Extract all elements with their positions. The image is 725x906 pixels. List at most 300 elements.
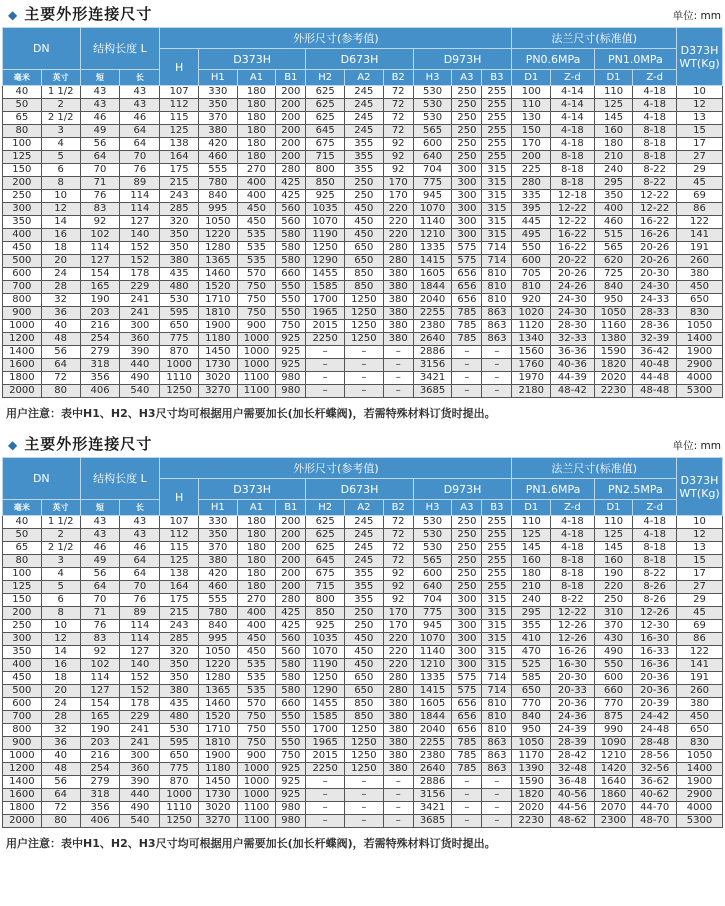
table-cell: 1100: [237, 815, 276, 828]
table-row: [3, 737, 723, 750]
table-cell: 1050: [198, 646, 237, 659]
table-cell: 255: [482, 112, 512, 125]
table-cell: 380: [383, 698, 413, 711]
table-cell: 704: [413, 164, 452, 177]
table-cell: 1070: [413, 203, 452, 216]
table-cell: 279: [80, 346, 120, 359]
table-cell: 925: [306, 190, 345, 203]
table-cell: –: [383, 372, 413, 385]
table-cell: 1460: [198, 698, 237, 711]
table-cell: 5300: [677, 815, 723, 828]
table-cell: 180: [237, 581, 276, 594]
table-cell: 56: [41, 346, 80, 359]
table-cell: 24-30: [633, 281, 677, 294]
table-cell: 840: [198, 190, 237, 203]
table-cell: 380: [383, 737, 413, 750]
table-cell: 250: [345, 177, 384, 190]
table-cell: 1455: [306, 698, 345, 711]
table-cell: 200: [276, 138, 306, 151]
table-cell: 86: [677, 203, 723, 216]
table-cell: –: [345, 385, 384, 398]
table-cell: 830: [677, 307, 723, 320]
table-cell: 32-56: [633, 763, 677, 776]
table-cell: 46: [80, 112, 120, 125]
col-b1: B1: [276, 70, 306, 86]
table-cell: 280: [383, 685, 413, 698]
col-b2: B2: [383, 500, 413, 516]
table-cell: 430: [594, 633, 633, 646]
col-inch: 英寸: [41, 70, 80, 86]
table-cell: 1250: [345, 750, 384, 763]
table-cell: 335: [512, 190, 551, 203]
table-cell: 250: [3, 190, 42, 203]
table-cell: 36-62: [633, 776, 677, 789]
table-cell: 850: [306, 607, 345, 620]
table-cell: 320: [160, 646, 199, 659]
table-cell: 220: [383, 203, 413, 216]
table-cell: 390: [120, 776, 160, 789]
table-cell: 580: [276, 242, 306, 255]
col-group-d373h: D373H: [198, 49, 305, 70]
col-zd-pn16: Z-d: [551, 500, 595, 516]
table-cell: 16-22: [633, 216, 677, 229]
table-cell: 300: [3, 203, 42, 216]
table-cell: 640: [413, 151, 452, 164]
table-cell: –: [452, 346, 482, 359]
table-cell: 180: [237, 125, 276, 138]
table-cell: 575: [452, 242, 482, 255]
table-row: [3, 177, 723, 190]
table-cell: 4000: [677, 372, 723, 385]
table-cell: 114: [120, 203, 160, 216]
table-cell: 28-56: [633, 750, 677, 763]
table-cell: 215: [160, 607, 199, 620]
table-cell: 406: [80, 815, 120, 828]
table-cell: 260: [677, 255, 723, 268]
table-cell: 4-18: [633, 529, 677, 542]
table-cell: 380: [383, 763, 413, 776]
table-cell: 170: [383, 620, 413, 633]
table-cell: 220: [383, 633, 413, 646]
table-cell: 279: [80, 776, 120, 789]
table-cell: 8-18: [551, 177, 595, 190]
table-cell: 12-30: [633, 620, 677, 633]
table-cell: 425: [276, 620, 306, 633]
col-zd-pn06: Z-d: [551, 70, 595, 86]
col-h1: H1: [198, 500, 237, 516]
table-row: [3, 229, 723, 242]
table-cell: 20: [41, 255, 80, 268]
table-cell: 450: [345, 203, 384, 216]
table-cell: 400: [594, 203, 633, 216]
table-cell: 700: [3, 711, 42, 724]
table-cell: 24-30: [551, 294, 595, 307]
table-cell: 380: [677, 698, 723, 711]
table-row: [3, 789, 723, 802]
table-cell: 255: [482, 581, 512, 594]
table-cell: 64: [41, 789, 80, 802]
table-cell: 595: [160, 307, 199, 320]
table-cell: 300: [452, 190, 482, 203]
table-cell: 44-39: [551, 372, 595, 385]
table-cell: 1400: [3, 346, 42, 359]
table-cell: 1250: [345, 307, 384, 320]
table-cell: 12-26: [551, 633, 595, 646]
table-cell: –: [306, 815, 345, 828]
table-cell: 300: [452, 594, 482, 607]
col-b1: B1: [276, 500, 306, 516]
table-cell: 43: [120, 86, 160, 99]
table-cell: 580: [276, 685, 306, 698]
table-row: [3, 268, 723, 281]
table-cell: 1640: [594, 776, 633, 789]
table-cell: 28-48: [633, 737, 677, 750]
table-cell: 245: [345, 529, 384, 542]
table-row: [3, 815, 723, 828]
table-cell: 1035: [306, 203, 345, 216]
table-cell: 550: [276, 737, 306, 750]
table-cell: 40-36: [551, 359, 595, 372]
table-cell: 122: [677, 216, 723, 229]
table-cell: 1290: [306, 685, 345, 698]
table-cell: 530: [160, 724, 199, 737]
table-cell: 1844: [413, 711, 452, 724]
table-cell: 2230: [594, 385, 633, 398]
table-cell: 625: [306, 529, 345, 542]
table-cell: 2255: [413, 307, 452, 320]
table-cell: 1460: [198, 268, 237, 281]
table-cell: 1250: [345, 724, 384, 737]
table-cell: 220: [383, 216, 413, 229]
col-group-d673h: D673H: [306, 49, 413, 70]
table-cell: 12-22: [633, 203, 677, 216]
table-cell: 36: [41, 307, 80, 320]
table-cell: 229: [120, 281, 160, 294]
table-cell: 49: [80, 555, 120, 568]
table-cell: 200: [276, 581, 306, 594]
table-cell: 114: [120, 633, 160, 646]
table-cell: 900: [3, 307, 42, 320]
table-cell: 92: [383, 138, 413, 151]
table-cell: 4-14: [551, 86, 595, 99]
table-cell: 900: [237, 750, 276, 763]
table-cell: 40: [41, 320, 80, 333]
table-cell: 1280: [198, 672, 237, 685]
table-cell: 870: [160, 776, 199, 789]
table-cell: 1585: [306, 281, 345, 294]
table-cell: 152: [120, 685, 160, 698]
table-cell: 107: [160, 516, 199, 529]
table-cell: 4-18: [633, 86, 677, 99]
table-row: [3, 594, 723, 607]
table-cell: 3020: [198, 802, 237, 815]
table-cell: 380: [383, 750, 413, 763]
table-cell: 180: [237, 112, 276, 125]
col-a2: A2: [345, 500, 384, 516]
table-cell: 80: [3, 555, 42, 568]
table-cell: 92: [383, 568, 413, 581]
table-cell: 46: [120, 542, 160, 555]
table-cell: 180: [512, 568, 551, 581]
table-cell: 145: [594, 112, 633, 125]
table-cell: 1210: [413, 659, 452, 672]
table-cell: 1365: [198, 685, 237, 698]
table-cell: 395: [512, 203, 551, 216]
table-cell: 1820: [594, 359, 633, 372]
table-row: [3, 320, 723, 333]
table-cell: 775: [413, 177, 452, 190]
table-cell: 656: [452, 724, 482, 737]
table-cell: 1700: [306, 724, 345, 737]
table-cell: 656: [452, 281, 482, 294]
table-cell: 280: [512, 177, 551, 190]
table-cell: 2255: [413, 737, 452, 750]
table-cell: 380: [383, 294, 413, 307]
table-cell: 44-56: [551, 802, 595, 815]
table-row: [3, 672, 723, 685]
table-cell: 140: [120, 659, 160, 672]
table-row: [3, 164, 723, 177]
table-cell: 560: [276, 633, 306, 646]
table-cell: 102: [80, 229, 120, 242]
table-cell: 550: [276, 711, 306, 724]
table-cell: 110: [594, 86, 633, 99]
table-cell: 32: [41, 724, 80, 737]
table-cell: 250: [452, 112, 482, 125]
table-cell: 4-18: [551, 542, 595, 555]
col-h: H: [160, 49, 199, 86]
table-cell: 300: [452, 229, 482, 242]
table-cell: 3020: [198, 372, 237, 385]
table-cell: 1335: [413, 672, 452, 685]
table-cell: 280: [383, 255, 413, 268]
table-cell: 600: [3, 698, 42, 711]
table-cell: 4000: [677, 802, 723, 815]
table-cell: 850: [345, 711, 384, 724]
table-cell: 1280: [198, 242, 237, 255]
table-cell: 770: [594, 698, 633, 711]
table-cell: 28: [41, 711, 80, 724]
table-cell: 250: [594, 594, 633, 607]
table-cell: 86: [677, 633, 723, 646]
table-cell: 8-18: [551, 581, 595, 594]
table-cell: 1710: [198, 294, 237, 307]
table-cell: 850: [345, 698, 384, 711]
table-cell: 775: [413, 607, 452, 620]
table-cell: 656: [452, 294, 482, 307]
col-h: H: [160, 479, 199, 516]
col-group-d973h: D973H: [413, 49, 512, 70]
table-cell: 16-30: [633, 633, 677, 646]
table-cell: 295: [594, 177, 633, 190]
table-cell: 380: [383, 711, 413, 724]
table-cell: 260: [677, 685, 723, 698]
table-cell: 40-56: [551, 789, 595, 802]
table-cell: 76: [80, 620, 120, 633]
col-h3: H3: [413, 500, 452, 516]
diamond-bullet-icon: ◆: [8, 438, 18, 452]
table-cell: 3: [41, 125, 80, 138]
table-cell: 480: [160, 281, 199, 294]
table-cell: 650: [345, 685, 384, 698]
table-cell: 5: [41, 581, 80, 594]
table-cell: 8-18: [633, 542, 677, 555]
table-cell: 810: [482, 724, 512, 737]
table-cell: –: [383, 359, 413, 372]
table-cell: –: [345, 346, 384, 359]
table-cell: 27: [677, 581, 723, 594]
table-cell: 1730: [198, 359, 237, 372]
table-cell: 72: [41, 802, 80, 815]
table-cell: 980: [276, 815, 306, 828]
table-cell: –: [345, 815, 384, 828]
table-cell: 180: [237, 138, 276, 151]
table-cell: 785: [452, 333, 482, 346]
table-cell: 45: [677, 607, 723, 620]
table-cell: 14: [41, 216, 80, 229]
table-cell: 241: [120, 294, 160, 307]
col-short: 短: [80, 70, 120, 86]
dimension-table-pn16-pn25: [2, 457, 723, 828]
table-cell: 150: [3, 594, 42, 607]
section-1-title-row: [2, 5, 723, 27]
col-d1-pn10: D1: [594, 70, 633, 86]
table-cell: 580: [276, 229, 306, 242]
col-h2: H2: [306, 500, 345, 516]
table-cell: 565: [594, 242, 633, 255]
table-cell: 32-33: [551, 333, 595, 346]
table-cell: 24-39: [551, 724, 595, 737]
table-cell: 46: [120, 112, 160, 125]
table-cell: 64: [80, 151, 120, 164]
table-cell: 406: [80, 385, 120, 398]
table-cell: –: [482, 789, 512, 802]
table-cell: 2040: [413, 294, 452, 307]
table-row: [3, 333, 723, 346]
table-cell: 1900: [198, 750, 237, 763]
table-cell: 250: [345, 607, 384, 620]
table-cell: 12-22: [551, 203, 595, 216]
table-cell: 40-48: [633, 359, 677, 372]
table-cell: 1844: [413, 281, 452, 294]
table-cell: 600: [413, 568, 452, 581]
table-cell: 300: [120, 320, 160, 333]
col-d1-pn25: D1: [594, 500, 633, 516]
table-cell: 250: [345, 620, 384, 633]
table-cell: 580: [276, 672, 306, 685]
table-cell: 48: [41, 333, 80, 346]
table-cell: 1335: [413, 242, 452, 255]
table-cell: 840: [594, 281, 633, 294]
table-cell: 420: [198, 138, 237, 151]
table-cell: –: [383, 789, 413, 802]
table-row: [3, 125, 723, 138]
table-cell: 315: [482, 646, 512, 659]
table-cell: 170: [383, 607, 413, 620]
table-cell: 190: [80, 724, 120, 737]
table-cell: 656: [452, 698, 482, 711]
table-cell: 255: [482, 151, 512, 164]
table-cell: 360: [120, 333, 160, 346]
table-cell: 356: [80, 802, 120, 815]
table-cell: 64: [120, 125, 160, 138]
table-cell: 191: [677, 672, 723, 685]
table-cell: 5: [41, 151, 80, 164]
table-cell: 12-26: [633, 607, 677, 620]
table-cell: 2380: [413, 320, 452, 333]
table-cell: 180: [237, 529, 276, 542]
table-cell: 1200: [3, 333, 42, 346]
table-cell: 580: [276, 255, 306, 268]
table-cell: 370: [198, 112, 237, 125]
table-cell: 20-26: [633, 255, 677, 268]
table-cell: 225: [512, 164, 551, 177]
table-cell: 1420: [594, 763, 633, 776]
table-cell: 18: [41, 242, 80, 255]
table-cell: 170: [383, 190, 413, 203]
table-cell: 450: [237, 216, 276, 229]
table-cell: 3: [41, 555, 80, 568]
table-cell: 127: [80, 255, 120, 268]
table-cell: 625: [306, 86, 345, 99]
table-cell: 16-26: [551, 646, 595, 659]
table-cell: 1000: [237, 359, 276, 372]
table-cell: 550: [594, 659, 633, 672]
table-cell: 625: [306, 99, 345, 112]
table-cell: 56: [41, 776, 80, 789]
table-cell: 12-22: [551, 607, 595, 620]
table-cell: 785: [452, 750, 482, 763]
table-cell: 250: [452, 138, 482, 151]
table-cell: 125: [3, 151, 42, 164]
table-cell: 318: [80, 789, 120, 802]
table-cell: 1090: [594, 737, 633, 750]
table-cell: 300: [3, 633, 42, 646]
table-cell: 950: [512, 724, 551, 737]
table-cell: –: [452, 385, 482, 398]
table-cell: 810: [482, 268, 512, 281]
table-cell: 1100: [237, 385, 276, 398]
table-cell: 245: [345, 112, 384, 125]
col-group-dn: DN: [3, 28, 81, 70]
table-cell: 141: [677, 229, 723, 242]
table-cell: 1 1/2: [41, 86, 80, 99]
table-cell: 530: [413, 516, 452, 529]
table-cell: 535: [237, 242, 276, 255]
table-cell: 8-22: [551, 594, 595, 607]
table-cell: 2: [41, 99, 80, 112]
table-cell: 110: [512, 99, 551, 112]
table-cell: 8-18: [551, 164, 595, 177]
table-cell: 370: [198, 542, 237, 555]
table-cell: 24-42: [633, 711, 677, 724]
table-cell: 714: [482, 242, 512, 255]
table-cell: 575: [452, 672, 482, 685]
table-cell: 245: [345, 86, 384, 99]
table-cell: 350: [198, 99, 237, 112]
table-2-header: [3, 458, 723, 516]
table-cell: 450: [237, 203, 276, 216]
table-cell: 8-26: [633, 594, 677, 607]
table-cell: 1800: [3, 372, 42, 385]
table-cell: 4-14: [551, 112, 595, 125]
table-cell: 92: [80, 216, 120, 229]
table-cell: 1000: [237, 789, 276, 802]
table-cell: 5300: [677, 385, 723, 398]
table-cell: 350: [160, 242, 199, 255]
table-cell: 28-39: [551, 737, 595, 750]
table-cell: 1220: [198, 229, 237, 242]
